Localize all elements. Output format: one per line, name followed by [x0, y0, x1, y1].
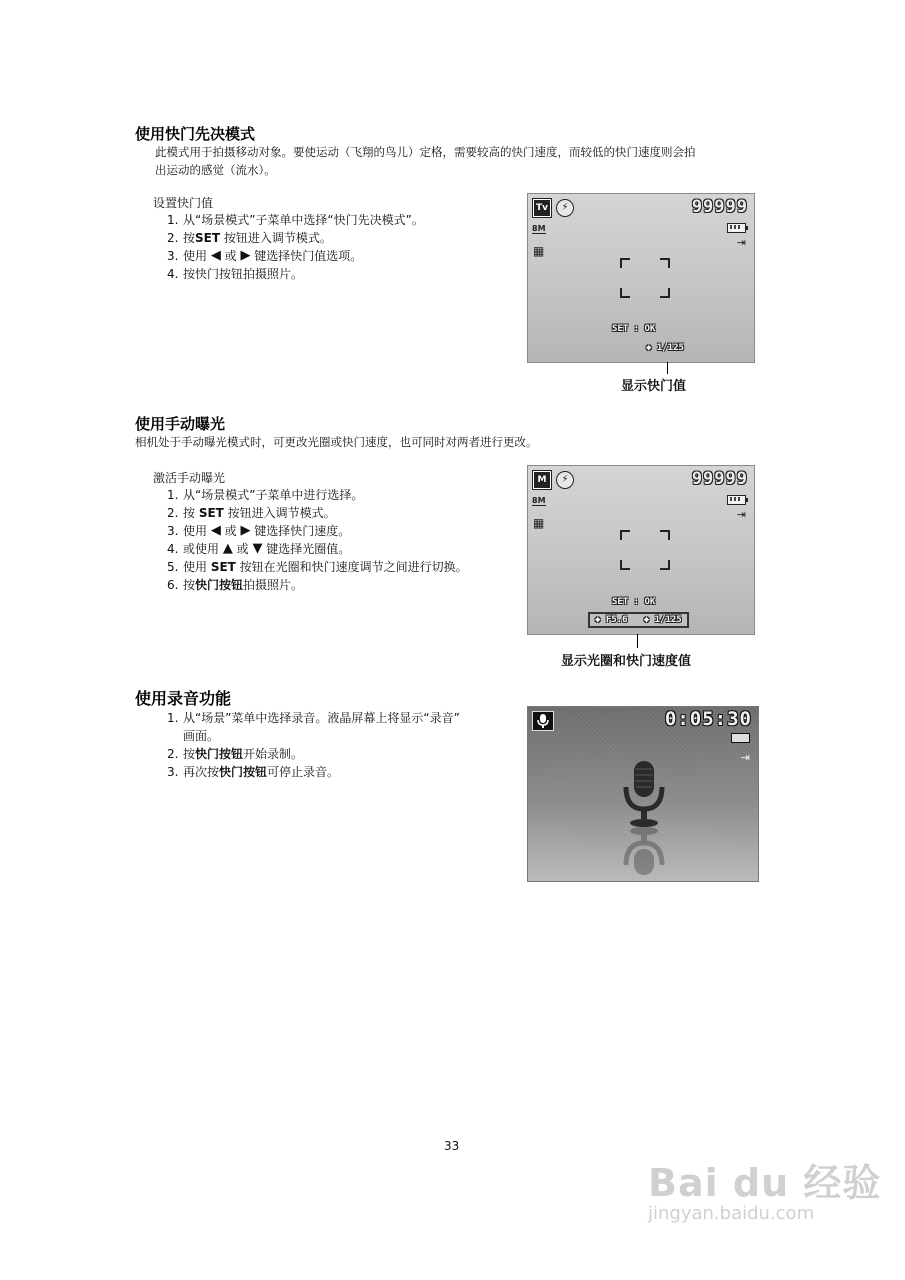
focus-frame-corner [620, 530, 630, 540]
battery-icon [727, 495, 746, 505]
list-item: 2. 按 SET 按钮进入调节模式。 [167, 231, 332, 245]
voice-recording-screen [527, 706, 759, 882]
left-arrow-icon: ◀ [210, 523, 221, 538]
set-ok-hint: SET : OK [612, 597, 656, 607]
callout-line [637, 634, 638, 648]
section-intro: 相机处于手动曝光模式时，可更改光圈或快门速度，也可同时对两者进行更改。 [135, 435, 538, 449]
list-item: 4. 或使用 ▲ 或 ▼ 键选择光圈值。 [167, 541, 351, 556]
focus-frame-corner [660, 288, 670, 298]
steps-list [167, 709, 460, 781]
image-size-icon: 8M [532, 496, 546, 505]
steps-list [167, 211, 424, 283]
quality-icon: ▦ [533, 516, 545, 530]
shots-remaining: 99999 [691, 197, 748, 217]
exit-icon: ⇥ [740, 751, 750, 764]
shutter-value: ◆ 1/125 [643, 615, 682, 625]
tv-mode-icon: Tv [533, 199, 551, 217]
page-number: 33 [444, 1139, 460, 1153]
section-intro: 此模式用于拍摄移动对象。要使运动（飞翔的鸟儿）定格，需要较高的快门速度，而较低的快门速度则会拍 出运动的感觉（流水）。 [155, 145, 696, 177]
quality-icon: ▦ [533, 244, 545, 258]
microphone-mode-icon [532, 711, 554, 731]
list-item: 1. 从“场景模式”子菜单中进行选择。 [167, 488, 364, 502]
list-item: 5. 使用 SET 按钮在光圈和快门速度调节之间进行切换。 [167, 560, 468, 574]
focus-frame-corner [660, 560, 670, 570]
battery-icon [731, 733, 750, 743]
watermark-url: jingyan.baidu.com [648, 1203, 815, 1224]
battery-icon [727, 223, 746, 233]
right-arrow-icon: ▶ [240, 248, 251, 263]
recording-timer: 0:05:30 [664, 708, 752, 730]
flash-auto-icon: ⚡ [556, 471, 574, 489]
exit-icon: ⇥ [736, 508, 746, 521]
list-item: 3. 再次按 快门按钮 可停止录音。 [167, 765, 340, 779]
exit-icon: ⇥ [736, 236, 746, 249]
steps-list [167, 486, 468, 594]
focus-frame-corner [620, 560, 630, 570]
list-item-continuation: 画面。 [183, 729, 220, 743]
left-arrow-icon: ◀ [210, 248, 221, 263]
callout-line [667, 362, 668, 374]
list-item: 4. 按快门按钮拍摄照片。 [167, 267, 304, 281]
list-item: 6. 按 快门按钮 拍摄照片。 [167, 578, 304, 592]
down-arrow-icon: ▼ [252, 541, 263, 556]
watermark [648, 1152, 881, 1224]
list-item: 3. 使用 ◀ 或 ▶ 键选择快门速度。 [167, 523, 351, 538]
section-title-voice-recording: 使用录音功能 [135, 689, 232, 708]
focus-frame-corner [620, 288, 630, 298]
image-size-icon: 8M [532, 224, 546, 233]
list-item: 3. 使用 ◀ 或 ▶ 键选择快门值选项。 [167, 248, 363, 263]
manual-mode-icon: M [533, 471, 551, 489]
list-item: 1. 从“场景”菜单中选择录音。液晶屏幕上将显示“录音” [167, 711, 460, 725]
camera-screen-manual [527, 465, 755, 635]
list-item: 2. 按 SET 按钮进入调节模式。 [167, 506, 336, 520]
shots-remaining: 99999 [691, 469, 748, 489]
camera-screen-tv [527, 193, 755, 363]
subheading-set-shutter: 设置快门值 [153, 196, 214, 210]
shutter-value: ◆ 1/125 [646, 343, 684, 353]
section-title-shutter-priority: 使用快门先决模式 [135, 125, 256, 143]
focus-frame-corner [660, 530, 670, 540]
right-arrow-icon: ▶ [240, 523, 251, 538]
subheading-activate-manual: 激活手动曝光 [153, 471, 226, 485]
exposure-values-box [588, 612, 689, 628]
watermark-brand: Bai du 经验 [648, 1161, 882, 1205]
aperture-value: ◆ F5.6 [595, 615, 628, 625]
list-item: 1. 从“场景模式”子菜单中选择“快门先决模式”。 [167, 213, 424, 227]
focus-frame-corner [660, 258, 670, 268]
focus-frame-corner [620, 258, 630, 268]
section-title-manual-exposure: 使用手动曝光 [135, 415, 226, 433]
set-ok-hint: SET : OK [612, 324, 656, 334]
up-arrow-icon: ▲ [222, 541, 233, 556]
caption-aperture-shutter: 显示光圈和快门速度值 [561, 654, 692, 669]
list-item: 2. 按 快门按钮 开始录制。 [167, 747, 304, 761]
flash-auto-icon: ⚡ [556, 199, 574, 217]
microphone-icon [616, 759, 672, 877]
caption-shutter-value: 显示快门值 [621, 379, 687, 394]
